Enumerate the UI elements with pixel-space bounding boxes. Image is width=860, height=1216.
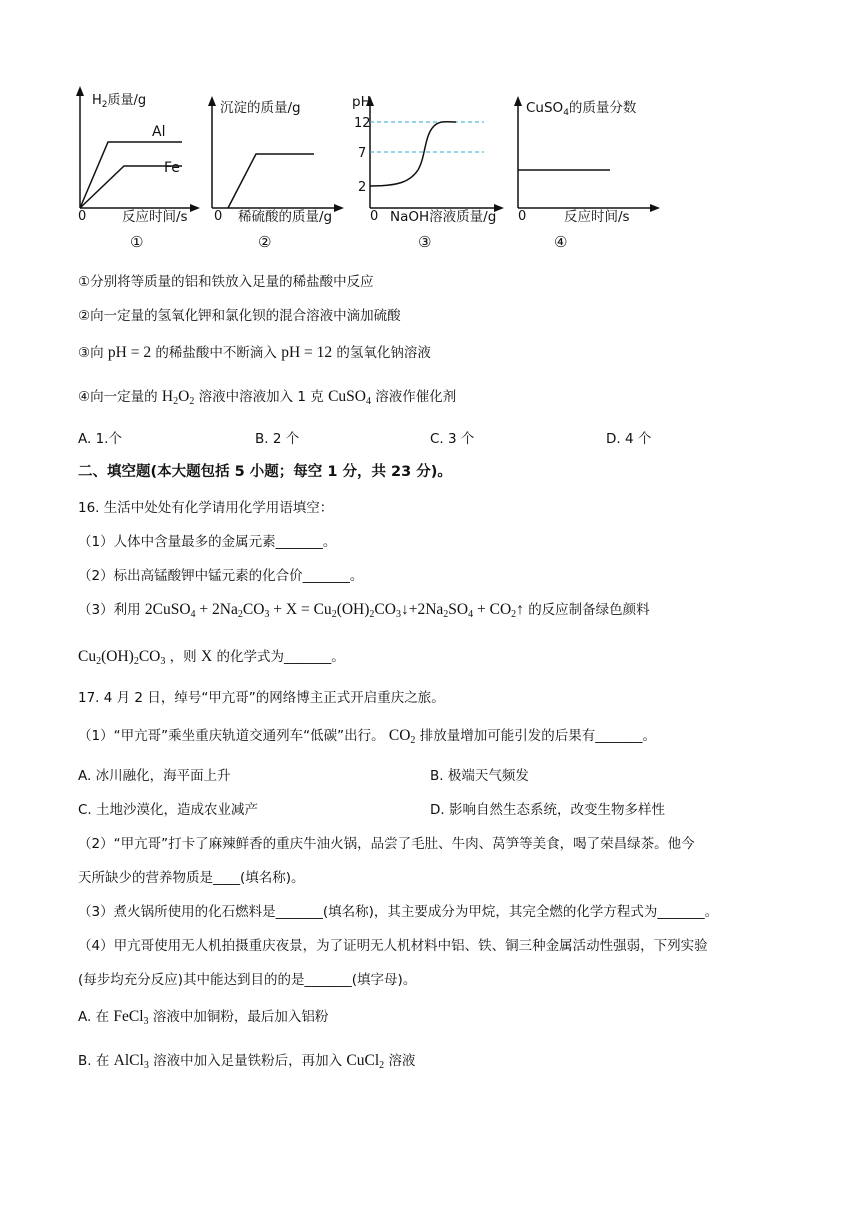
graph-4-number: ④: [554, 233, 568, 251]
graph-4-xlabel: 反应时间/s: [564, 209, 630, 225]
graph-2-ylabel: 沉淀的质量/g: [220, 100, 301, 116]
ph-tick-12: 12: [354, 116, 371, 131]
graph-1-ylabel: $H_2$质量/g: [92, 93, 147, 110]
ph-tick-7: 7: [358, 146, 367, 161]
reaction-equation: 2CuSO$_4$ + $2Na_2CO_3 + X$ = $Cu_2(OH)_2CO_3↓+2Na_2SO_4$ + $CO_2↑$: [144, 601, 524, 620]
q17-part-1: （1）“甲亢哥”乘坐重庆轨道交通列车“低碳”出行。 $CO_2$ 排放量增加可能引发的后果有_______。: [78, 727, 656, 746]
q17-part-4-line-1: （4）甲亢哥使用无人机拍摄重庆夜景，为了证明无人机材料中铝、铁、铜三种金属活动性强弱，下列实验: [78, 938, 708, 954]
graph-4: [504, 84, 674, 256]
graph-4-ylabel: CuSO$_4$的质量分数: [526, 100, 637, 118]
ph-curve: [370, 122, 456, 186]
statement-4: ④向一定量的 $H_2O_2$ 溶液中溶液加入 1 克 CuSO$_4$ 溶液作催化剂: [78, 388, 457, 407]
q17-part-3: （3）煮火锅所使用的化石燃料是_______(填名称)，其主要成分为甲烷，其完全燃的化学方程式为_______。: [78, 904, 719, 920]
fe-label: Fe: [164, 160, 180, 176]
graph-2-origin: 0: [214, 209, 223, 224]
q17-part-2-line-2: 天所缺少的营养物质是____(填名称)。: [78, 870, 305, 886]
graph-3-xlabel: NaOH溶液质量/g: [390, 209, 497, 225]
q17-option-b-long: B. 在 AlCl$_3$ 溶液中加入足量铁粉后，再加入 CuCl$_2$ 溶液: [78, 1052, 416, 1071]
statement-3: ③向 pH = 2 的稀盐酸中不断滴入 pH = 12 的氢氧化钠溶液: [78, 344, 431, 361]
q15-option-b: B. 2 个: [255, 431, 300, 447]
q16-part-3-cont: $Cu_2(OH)_2CO_3$ ，则 X 的化学式为_______。: [78, 648, 345, 667]
graph-2-xlabel: 稀硫酸的质量/g: [238, 209, 333, 225]
section-2-title: 二、填空题(本大题包括 5 小题；每空 1 分，共 23 分)。: [78, 464, 452, 480]
q17-option-a: A. 冰川融化，海平面上升: [78, 768, 231, 784]
graph-3-origin: 0: [370, 209, 379, 224]
q17-part-2-line-1: （2）“甲亢哥”打卡了麻辣鲜香的重庆牛油火锅，品尝了毛肚、牛肉、莴笋等美食，喝了荣昌绿茶。他今: [78, 836, 695, 852]
ph-tick-2: 2: [358, 180, 367, 195]
q17-part-4-line-2: (每步均充分反应)其中能达到目的的是_______(填字母)。: [78, 972, 417, 988]
graph-1: [64, 84, 204, 256]
graph-3-ylabel: pH: [352, 94, 371, 110]
q16-part-3: （3）利用 2CuSO$_4$ + $2Na_2CO_3 + X$ = $Cu_2(OH)_2CO_3↓+2Na_2SO_4$ + $CO_2↑$ 的反应制备绿色颜料: [78, 601, 650, 620]
q15-option-a: A. 1.个: [78, 431, 122, 447]
al-label: Al: [152, 124, 166, 140]
q17-option-c: C. 土地沙漠化，造成农业减产: [78, 802, 259, 818]
q17-option-a-long: A. 在 FeCl$_3$ 溶液中加铜粉，最后加入铝粉: [78, 1008, 329, 1027]
q16-stem: 16. 生活中处处有化学请用化学用语填空：: [78, 500, 334, 516]
q16-part-2: （2）标出高锰酸钾中锰元素的化合价_______。: [78, 568, 364, 584]
graph-3-number: ③: [418, 233, 432, 251]
graphs-row: [64, 84, 664, 256]
precipitate-curve: [228, 154, 314, 208]
graph-1-origin: 0: [78, 209, 87, 224]
graph-2-number: ②: [258, 233, 272, 251]
q15-option-c: C. 3 个: [430, 431, 475, 447]
q17-option-b: B. 极端天气频发: [430, 768, 529, 784]
statement-1: ①分别将等质量的铝和铁放入足量的稀盐酸中反应: [78, 274, 374, 290]
graph-1-number: ①: [130, 233, 144, 251]
q17-stem: 17. 4 月 2 日，绰号“甲亢哥”的网络博主正式开启重庆之旅。: [78, 690, 445, 706]
statement-2: ②向一定量的氢氧化钾和氯化钡的混合溶液中滴加硫酸: [78, 308, 401, 324]
q16-part-1: （1）人体中含量最多的金属元素_______。: [78, 534, 337, 550]
q17-option-d: D. 影响自然生态系统，改变生物多样性: [430, 802, 665, 818]
q15-option-d: D. 4 个: [606, 431, 652, 447]
graph-1-xlabel: 反应时间/s: [122, 209, 188, 225]
graph-3: [348, 84, 508, 256]
graph-2: [204, 84, 354, 256]
graph-4-origin: 0: [518, 209, 527, 224]
